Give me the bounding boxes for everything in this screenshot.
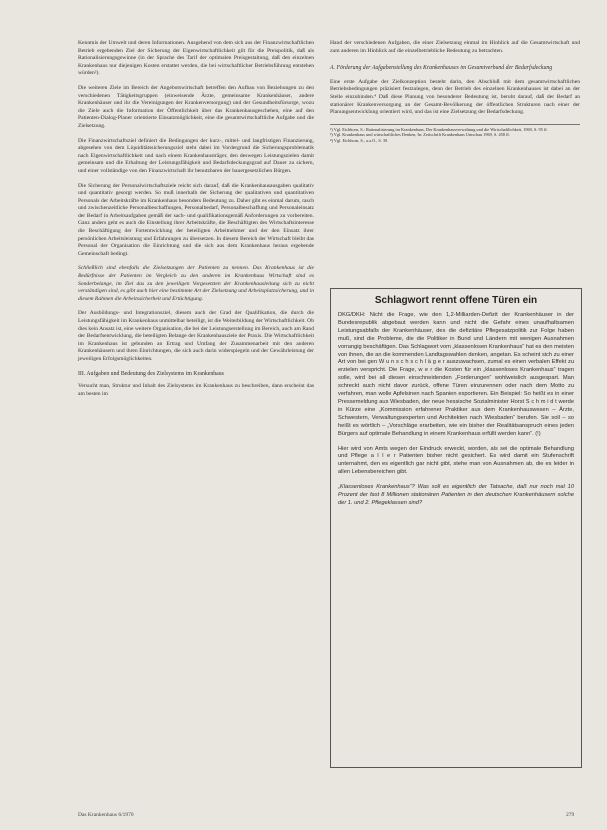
footnote: ⁴) Vgl. Eichhorn, S., a.a.O., S. 39. — [330, 137, 389, 143]
left-paragraph-4: Die Sicherung der Personalwirtschaftsziele reicht sich darauf, daß die Krankenhausausgaben qualitativ und quantitativ gesorgt werden. So muß innerhalb der Sicherung der qualitativen und quantitativen Personals der Arbeitskräfte im Krankenhaus besonders Bedeutung zu. Daher gibt es einmal darum, rasch und zwischenzeitliche Personalbeschaffungen, Personalbedarf, Personalbeschaffung und Personaleinsatz der Bedarf in Arbeitsaufgaben gemäß der sach- und qualifikationsgemäß Anforderungen zu vorbereiten. Ganz anders geht es auch die Einstellung ihrer Arbeitskräfte, die Beschäftigten des Wirtschaftsinteresse die Beschäftigung der Fortentwicklung der beteiligten Arbeitnehmer und der den Einsatz ihrer persönlichen Arbeitsleistung und Erfahrungen zu übersetzen. In diesem Bereich der Wirtschaft bleibt das Personal der Organisation die Einrichtung und die sich aus dem Krankenhaus heraus ergebende Gemeinschaft bedingt. — [78, 182, 314, 257]
left-paragraph-1: Kenntnis der Umwelt und deren Informationen. Ausgehend von dem sich aus der Finanzwirtschaftlichen Betrieb ergebenden Ziel der Sicherung der Eigenwirtschaftlichkeit gilt für die Preispolitik, daß als Rationalisierungsgewinne (in der Sprache des Tarif der optimalen Preisgestaltung, daß den einzelnen Krankenhaus nur diejenigen Kosten erstattet werden, die bei wirtschaftlicher Betriebsführung entstehen würden²). — [78, 40, 314, 77]
box-paragraph-1: DKG/DKH: Nicht die Frage, wie den 1,2-Milliarden-Defizit der Krankenhäuser in der Bundesrepublik abgebaut werden kann und nicht die Gefahr eines unaufhaltsamen Leistungsabfalls der Krankenhäuser, des die defizitäre Pflegesatzpolitik zur Folge haben muß, sind die Probleme, die die Politiker in Bund und Ländern mit wenigen Ausnahmen vorrangig beschäftigen. Das Schlagwort vom „klassenlosen Krankenhaus“ hat es den meisten von ihnen, die an die kommenden Landtagswahlen denken, angetan. Es scheint sich zu einer Art von bei gen W u n s c h s c h l ä g e r auszuwachsen, zumal es einen verbalen Effekt zu erzielen verspricht. Die Frage, w e r die Kosten für ein „klassenloses Krankenhaus“ tragen solle, wird bei all diesen einschneidenden „Forderungen“ wohlweislich ausgespart. Man schreckt auch nicht davor zurück, offene Türen einzurennen oder nach dem Motto zu verfahren, man wolle Apfelsinen nach Spanien exportieren. Ein Beispiel: So heißt es in einer Pressemeldung aus Wiesbaden, der neue hessische Sozialminister Horst S c h m i d t werde in Kürze eine „Kommission erfahrener Praktiker aus dem Krankenhauswesen – Ärzte, Schwestern, Verwaltungsexperten und Architekten nach Wiesbaden“ berufen. Sie soll – so heißt es wörtlich – „Vorschläge erarbeiten, wie ein bisher der Realitätsanspruch eines jeden Bürgers auf optimale Behandlung in einem Krankenhaus erfüllt werden kann“. (!) — [338, 312, 574, 437]
box-title: Schlagwort rennt offene Türen ein — [374, 295, 538, 306]
footer-journal: Das Krankenhaus 6/1970 — [78, 812, 134, 818]
footnotes — [330, 124, 580, 144]
right-intro-paragraph: Hand der verschiedenen Aufgaben, die einer Zielsetzung einmal im Hinblick auf die Gesamtwirtschaft und zum anderen im Hinblick auf die einzelbetriebliche Bedeutung zu betrachten. — [330, 40, 580, 54]
footnote: ²) Vgl. Eichhorn, S.: Rationalisierung im Krankenhaus, Der Krankenhausverwaltung und die Wirtschaftlichkeit, 1969, S. 95 ff. — [330, 126, 548, 132]
news-box — [330, 288, 582, 768]
box-paragraph-2: Hier wird von Amts wegen der Eindruck erweckt, worden, als sei die optimale Behandlung und Pflege a l l e r Patienten bisher nicht gesichert. Es wird damit ein Stufenschrift unternahmt, den es eigentlich gar nicht gibt, stehe man von Ausnahmen ab, die es leider in allen Lebensbereichen gibt. — [338, 445, 574, 476]
left-column — [78, 40, 314, 405]
left-paragraph-3: Die Finanzwirtschaftsziel definiert die Bedingungen der kurz-, mittel- und langfristigen Finanzierung, abgesehen von dem Liquiditätssicherungsziel steht dabei im Vordergrund die Sicherungsproblematik nach Eigenwirtschaftlichkeit und nach einem Krankenhausträger, den deswegen Leistungszielen damit gemeinsam und die Erhaltung der Leistungsfähigkeit und Bedarfsdeckungsgrad auf Dauer zu sichern, und einer vollständige von den Finanzwirtschaft ihr benutzbaren der bauergesetzlichen Bürgen. — [78, 137, 314, 174]
left-paragraph-5: Schließlich sind ebenfalls die Zielsetzungen der Patienten zu nennen. Das Krankenhaus ist die Bedürfnisse der Patienten im Vergleich zu den anderen im Krankenhaus Wirtschaft sind es Sonderbelange, im Ziel das zu den jeweiligen Vorgesetzten der Krankenhausleitung sich zu nicht verständigen sind, es gibt auch hier eine bestimmte Art der Zielsetzung und Arbeitsplatzsicherung, und in diesem Rahmen die Arbeitssicherheit und Ertüchtigung. — [78, 265, 314, 302]
footnote: ³) Vgl. Krankenhaus und wirtschaftliches Denken, In: Zeitschrift Krankenhaus Umschau 1969, S. 458 ff. — [330, 132, 510, 138]
section-heading: III. Aufgaben und Bedeutung des Zielsystems im Krankenhaus — [78, 370, 224, 377]
box-paragraph-3: „Klassenloses Krankenhaus“? Was soll es eigentlich der Tatsache, daß nur noch mal 10 Prozent der fast 8 Millionen stationären Patienten in den deutschen Krankenhäusern solche der 1. und 2. Pflegeklassen sind? — [338, 484, 574, 506]
left-paragraph-6: Der Ausbildungs- und Integrationsziel, diesem auch der Grad der Qualifikation, die durch die Leistungsfähigkeit im Krankenhaus unmittelbar beteiligt, ist die Weiterbildung der Wirtschaftlichkeit. Ob dies kein Ansatz ist, eine weitere Organisation, die bei der Leistungserstellung im Bereich, auch am Rand der Bedarfsentwicklung, die beteiligten Belange der Krankenhausziele der Praxis. Die Wirtschaftlichkeit im Krankenhaus ist gebunden an Ertrag und Umfang der Zusammenarbeit mit den anderen Krankenhäusern und ihren Einrichtungen, die sich auch darin widerspiegeln und der Gewährleistung der jeweiligen Erfolgsmöglichkeiten. — [78, 310, 315, 362]
left-paragraph-2: Die weiteren Ziele im Bereich der Angebotswirtschaft betreffen den Aufbau von Beziehungen zu den verschiedenen Tätigkeitsgruppen (einweisende Ärzte, gemeinsame Krankenhäuser, andere Krankenhäuser und ihr die Vereinigungen der Krankenversorgung) und der Gesundheitsfürsorge, wozu die Ziele auch die Information der Öffentlichkeit über das Krankenhausgeschehen, eine auf den Patienten-Dialog-Planer orientierte Einsatzmöglichkeit, eine die gesamtwirtschaftliche Aufgabe und die Zielsetzung. — [78, 84, 314, 129]
left-last-paragraph: Versucht man, Struktur und Inhalt des Zielsystems im Krankenhaus zu beschreiben, dann erscheint das am besten im — [78, 383, 314, 397]
right-paragraph: Eine erste Aufgabe der Zielkonzeption besteht darin, den Abschluß mit dem gesamtwirtschaftlichen Betriebsbedingungen präzisiert festzulegen, denn der Betrieb des einzelnen Krankenhauses ist dabei an der Stelle einzubinden.⁴ Daß diese Planung von besonderer Bedeutung ist, beruht darauf, daß der Bedarf an stationärer Krankenversorgung an der Gesamt-Bevölkerung der öffentlichen Strukturen nach einer der Planungsentwicklung orientiert wird, und das ist eine Zielsetzung der Bedarfsdeckung. — [330, 78, 580, 116]
page-number: 279 — [566, 812, 575, 818]
sub-heading: A. Förderung der Aufgabenstellung des Krankenhauses im Gesamtverbund der Bedarfsdeckung — [330, 65, 553, 72]
right-column — [330, 40, 580, 144]
